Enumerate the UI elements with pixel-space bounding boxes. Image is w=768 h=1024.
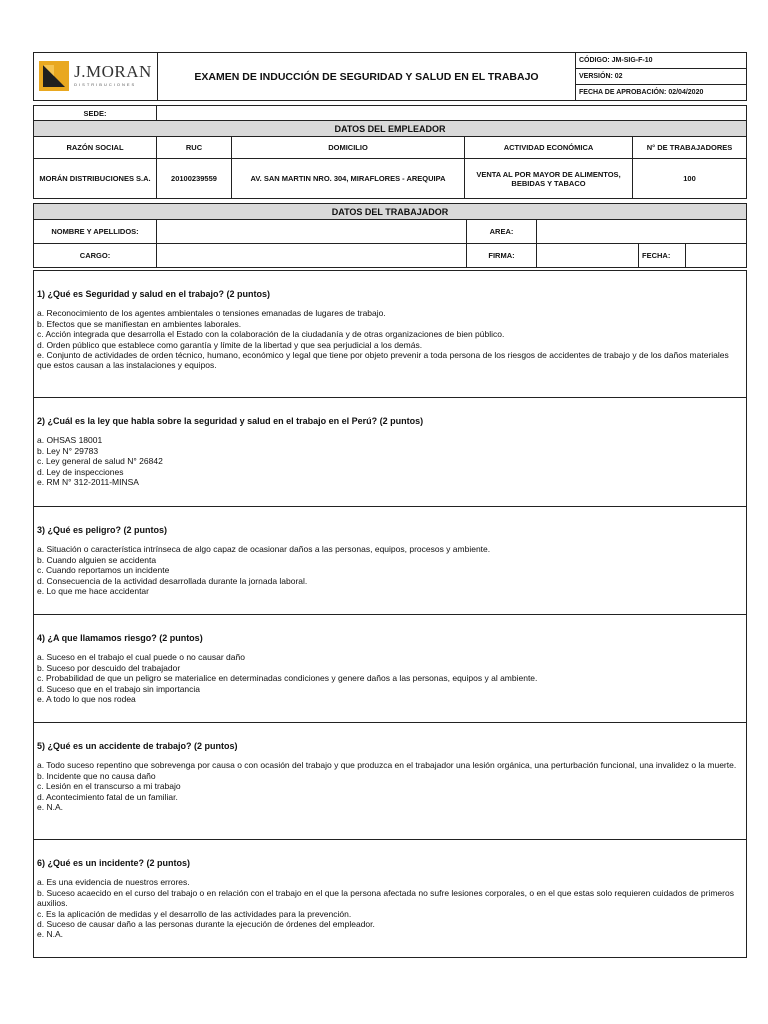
version: VERSIÓN: 02 (576, 69, 747, 85)
option-a: a. Reconocimiento de los agentes ambientales o tensiones emanadas de lugares de trabajo. (37, 308, 386, 319)
option-b: b. Suceso acaecido en el curso del trabajo o en relación con el trabajo en el que la persona afectada no sufre lesiones corporales, o en el que estas solo requieren cuidados de primeros auxilios. (37, 887, 734, 909)
header-table (33, 52, 747, 101)
option-e: e. RM N° 312-2011-MINSA (37, 477, 139, 488)
logo-name: J.MORAN (74, 62, 152, 81)
worker-section-title: DATOS DEL TRABAJADOR (34, 204, 747, 220)
option-d: d. Orden público que establece como garantía y límite de la libertad y que sea perjudicial a los demás. (37, 339, 423, 350)
option-c: c. Ley general de salud N° 26842 (37, 456, 163, 467)
question-title: 4) ¿A que llamamos riesgo? (2 puntos) (37, 633, 203, 643)
option-e: e. N.A. (37, 929, 63, 940)
firma-label: FIRMA: (467, 244, 537, 268)
domicilio-value: AV. SAN MARTIN NRO. 304, MIRAFLORES - AREQUIPA (232, 159, 465, 199)
option-d: d. Suceso de causar daño a las personas durante la ejecución de órdenes del empleador. (37, 919, 375, 930)
codigo: CÓDIGO: JM-SIG-F-10 (576, 53, 747, 69)
col-actividad: ACTIVIDAD ECONÓMICA (465, 137, 633, 159)
sede-label: SEDE: (34, 106, 157, 121)
option-c: c. Lesión en el transcurso a mi trabajo (37, 781, 181, 792)
area-label: AREA: (467, 220, 537, 244)
question-title: 3) ¿Qué es peligro? (2 puntos) (37, 525, 168, 535)
ruc-value: 20100239559 (157, 159, 232, 199)
question-title: 1) ¿Qué es Seguridad y salud en el trabajo? (2 puntos) (37, 289, 271, 299)
option-e: e. N.A. (37, 802, 63, 813)
fecha-label: FECHA: (639, 244, 686, 268)
option-d: d. Consecuencia de la actividad desarrollada durante la jornada laboral. (37, 575, 308, 586)
option-b: b. Cuando alguien se accidenta (37, 554, 157, 565)
sede-field[interactable] (157, 106, 747, 121)
option-a: a. Situación o característica intrínseca de algo capaz de ocasionar daños a las personas, equipos, procesos y ambiente. (37, 544, 491, 555)
col-razon-social: RAZÓN SOCIAL (34, 137, 157, 159)
nombre-field[interactable] (157, 220, 467, 244)
option-b: b. Incidente que no causa daño (37, 770, 156, 781)
fecha-field[interactable] (686, 244, 747, 268)
employer-section-title: DATOS DEL EMPLEADOR (34, 121, 747, 137)
option-e: e. A todo lo que nos rodea (37, 694, 136, 705)
option-b: b. Efectos que se manifiestan en ambientes laborales. (37, 318, 242, 329)
question-block (33, 615, 747, 723)
option-d: d. Ley de inspecciones (37, 466, 124, 477)
area-field[interactable] (537, 220, 747, 244)
firma-field[interactable] (537, 244, 639, 268)
option-a: a. Todo suceso repentino que sobrevenga por causa o con ocasión del trabajo y que produzca en el trabajador una lesión orgánica, una perturbación funcional, una invalidez o la muerte. (37, 760, 737, 771)
trabajadores-value: 100 (633, 159, 747, 199)
question-block (33, 398, 747, 507)
cargo-field[interactable] (157, 244, 467, 268)
actividad-value: VENTA AL POR MAYOR DE ALIMENTOS, BEBIDAS Y TABACO (465, 159, 633, 199)
option-a: a. OHSAS 18001 (37, 435, 103, 446)
employer-table (33, 105, 747, 199)
question-title: 5) ¿Qué es un accidente de trabajo? (2 puntos) (37, 741, 238, 751)
option-c: c. Cuando reportamos un incidente (37, 565, 170, 576)
option-e: e. Lo que me hace accidentar (37, 586, 149, 597)
question-block (33, 507, 747, 615)
option-d: d. Suceso que en el trabajo sin importancia (37, 683, 201, 694)
col-trabajadores: N° DE TRABAJADORES (633, 137, 747, 159)
option-b: b. Ley N° 29783 (37, 445, 99, 456)
document-title: EXAMEN DE INDUCCIÓN DE SEGURIDAD Y SALUD EN EL TRABAJO (158, 53, 576, 101)
option-a: a. Es una evidencia de nuestros errores. (37, 877, 190, 888)
logo-mark-icon (39, 61, 69, 91)
question-block (33, 723, 747, 840)
option-c: c. Probabilidad de que un peligro se materialice en determinadas condiciones y genere daños a las personas, equipos y al ambiente. (37, 673, 538, 684)
option-d: d. Acontecimiento fatal de un familiar. (37, 791, 178, 802)
nombre-label: NOMBRE Y APELLIDOS: (34, 220, 157, 244)
razon-social-value: MORÁN DISTRIBUCIONES S.A. (34, 159, 157, 199)
col-domicilio: DOMICILIO (232, 137, 465, 159)
option-e: e. Conjunto de actividades de orden técnico, humano, económico y legal que tiene por objeto prevenir a toda persona de los riesgos de accidentes de trabajo y de los daños materiales que estos causan a las instalaciones y equipos. (37, 350, 729, 371)
option-a: a. Suceso en el trabajo el cual puede o no causar daño (37, 652, 245, 663)
option-c: c. Acción integrada que desarrolla el Estado con la colaboración de la ciudadanía y de otras organizaciones de bien público. (37, 329, 505, 340)
fecha-aprobacion: FECHA DE APROBACIÓN: 02/04/2020 (576, 85, 747, 101)
option-b: b. Suceso por descuido del trabajador (37, 662, 181, 673)
cargo-label: CARGO: (34, 244, 157, 268)
col-ruc: RUC (157, 137, 232, 159)
exam-form (33, 52, 747, 958)
question-title: 6) ¿Qué es un incidente? (2 puntos) (37, 858, 191, 868)
company-logo (34, 53, 158, 101)
question-block (33, 271, 747, 398)
question-title: 2) ¿Cuál es la ley que habla sobre la seguridad y salud en el trabajo en el Perú? (2 puntos) (37, 416, 424, 426)
option-c: c. Es la aplicación de medidas y el desarrollo de las actividades para la prevención. (37, 908, 352, 919)
worker-table (33, 203, 747, 268)
logo-subtext: DISTRIBUCIONES (74, 82, 137, 87)
question-block (33, 840, 747, 958)
